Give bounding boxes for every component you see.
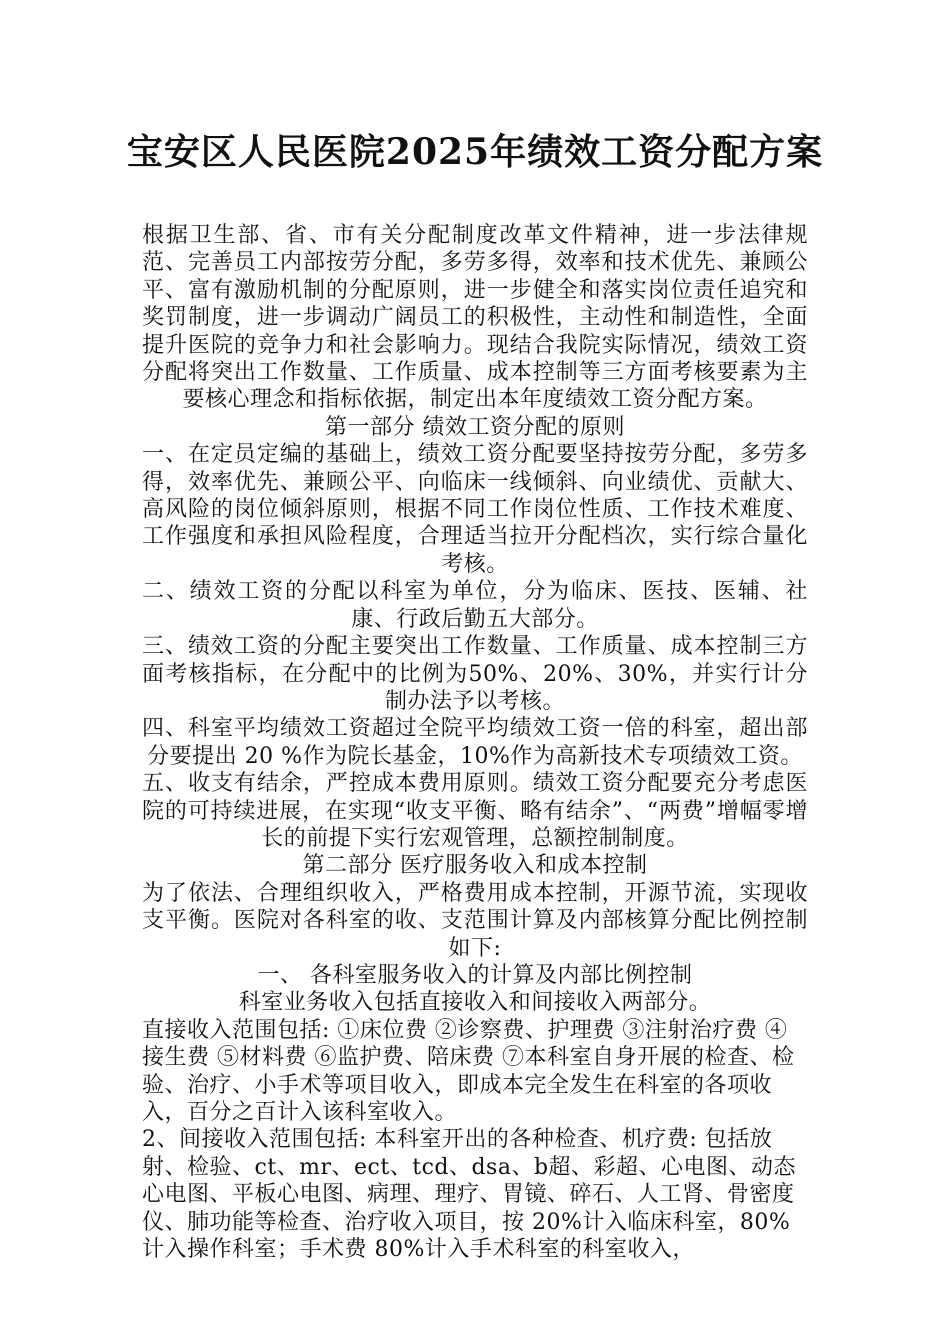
- document-body: [142, 222, 808, 1263]
- principle-two-paragraph: 二、绩效工资的分配以科室为单位，分为临床、医技、医辅、社康、行政后勤五大部分。: [142, 579, 808, 632]
- indirect-revenue-paragraph: 2、间接收入范围包括: 本科室开出的各种检查、机疗费: 包括放射、检验、ct、mr、ect、tcd、dsa、b超、彩超、心电图、动态心电图、平板心电图、病理、理疗、胃镜、碎石、人工肾、骨密度仪、肺功能等检查、治疗收入项目，按 20%计入临床科室，80%计入操作科室；手术费 80%计入手术科室的科室收入，: [142, 1127, 797, 1263]
- intro-paragraph: 根据卫生部、省、市有关分配制度改革文件精神，进一步法律规范、完善员工内部按劳分配，多劳多得，效率和技术优先、兼顾公平、富有激励机制的分配原则，进一步健全和落实岗位责任追究和奖罚制度，进一步调动广阔员工的积极性，主动性和制造性，全面提升医院的竞争力和社会影响力。现结合我院实际情况，绩效工资分配将突出工作数量、工作质量、成本控制等三方面考核要素为主要核心理念和指标依据，制定出本年度绩效工资分配方案。: [142, 223, 808, 413]
- section-heading-part-two: 第二部分 医疗服务收入和成本控制: [302, 853, 648, 879]
- document-title: 宝安区人民医院2025年绩效工资分配方案: [126, 131, 824, 173]
- subsection-heading-revenue: 一、 各科室服务收入的计算及内部比例控制: [257, 962, 693, 988]
- direct-revenue-paragraph: 直接收入范围包括: ①床位费 ②诊察费、护理费 ③注射治疗费 ④接生费 ⑤材料费 ⑥监护费、陪床费 ⑦本科室自身开展的检查、检验、治疗、小手术等项目收入，即成本完全发生在科室的各项收入，百分之百计入该科室收入。: [142, 1017, 795, 1125]
- revenue-summary-paragraph: 科室业务收入包括直接收入和间接收入两部分。: [238, 990, 712, 1016]
- part-two-intro-paragraph: 为了依法、合理组织收入，严格费用成本控制，开源节流，实现收支平衡。医院对各科室的收、支范围计算及内部核算分配比例控制如下:: [142, 880, 808, 961]
- principle-one-paragraph: 一、在定员定编的基础上，绩效工资分配要坚持按劳分配，多劳多得，效率优先、兼顾公平、向临床一线倾斜、向业绩优、贡献大、高风险的岗位倾斜原则，根据不同工作岗位性质、工作技术难度、工作强度和承担风险程度，合理适当拉开分配档次，实行综合量化考核。: [142, 442, 808, 577]
- section-heading-part-one: 第一部分 绩效工资分配的原则: [325, 414, 625, 440]
- principle-three-paragraph: 三、绩效工资的分配主要突出工作数量、工作质量、成本控制三方面考核指标，在分配中的比例为50%、20%、30%，并实行计分制办法予以考核。: [142, 634, 808, 714]
- principle-five-paragraph: 五、收支有结余，严控成本费用原则。绩效工资分配要充分考虑医院的可持续进展，在实现“收支平衡、略有结余”、“两费”增幅零增长的前提下实行宏观管理，总额控制制度。: [142, 771, 808, 851]
- principle-four-paragraph: 四、科室平均绩效工资超过全院平均绩效工资一倍的科室，超出部分要提出 20 %作为院长基金，10%作为高新技术专项绩效工资。: [142, 716, 808, 769]
